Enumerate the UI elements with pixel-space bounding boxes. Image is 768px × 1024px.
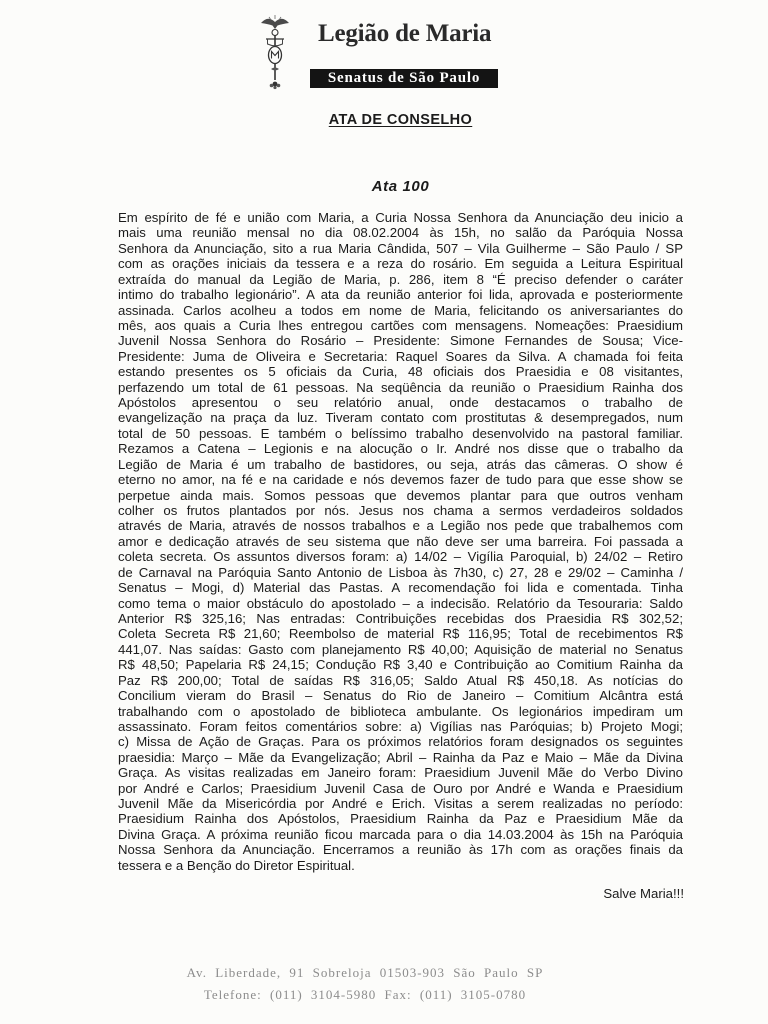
minutes-body: [118, 210, 683, 873]
body-line: Coleta Secreta R$ 21,60; Reembolso de material R$ 116,95; Total de recebimentos R$: [118, 626, 683, 642]
body-line: R$ 48,50; Papelaria R$ 24,15; Condução R$ 3,40 e Contribuição ao Comitium Rainha da: [118, 657, 683, 673]
senatus-banner: Senatus de São Paulo: [310, 69, 498, 88]
body-line: mais uma reunião mensal no dia 08.02.2004 às 15h, no salão da Paróquia Nossa: [118, 225, 683, 241]
body-line: Praesidium Rainha dos Apóstolos, Praesidium Rainha da Paz e Praesidium Mãe da: [118, 811, 683, 827]
body-line: Paz R$ 200,00; Total de saídas R$ 316,05; Saldo Atual R$ 450,18. As notícias do: [118, 672, 683, 688]
body-line: Juvenil Mãe da Misericórdia por André e Erich. Visitas a serem realizadas no período:: [118, 796, 683, 812]
document-title: ATA DE CONSELHO: [328, 112, 473, 128]
body-line: Juvenil Nossa Senhora do Rosário – Presidente: Simone Fernandes de Sousa; Vice-: [118, 333, 683, 349]
footer-address: Av. Liberdade, 91 Sobreloja 01503-903 São Paulo SP: [186, 965, 544, 980]
body-line: Divina Graça. A próxima reunião ficou marcada para o dia 14.03.2004 às 15h na Paróquia: [118, 826, 683, 842]
body-line: coleta secreta. Os assuntos diversos foram: a) 14/02 – Vigília Paroquial, b) 24/02 – Retiro: [118, 549, 683, 565]
body-line: Apóstolos apresentou o seu relatório anual, onde destacamos o trabalho de: [118, 395, 683, 411]
body-line: assassinato. Foram feitos comentários sobre: a) Vigílias nas Paróquias; b) Projeto Mogi;: [118, 718, 683, 734]
body-line: através de Maria, através de nossos trabalhos e a Legião nos pede que trabalhemos com: [118, 518, 683, 534]
body-line: Concilium vieram do Brasil – Senatus do Rio de Janeiro – Comitium Alcântra está: [118, 688, 683, 704]
body-line: colher os frutos plantados por nós. Jesus nos chama a sermos verdadeiros soldados: [118, 503, 683, 519]
body-line: Senhora da Anunciação, sito a rua Maria Cândida, 507 – Vila Guilherme – São Paulo / SP: [118, 240, 683, 256]
body-line: tessera e a Benção do Diretor Espiritual.: [118, 857, 355, 873]
body-line: por André e Carlos; Praesidium Juvenil Casa de Ouro por André e Wanda e Praesidium: [118, 780, 683, 796]
body-line: assinada. Carlos acolheu a todos em nome de Maria, felicitando os aniversariantes do: [118, 302, 683, 318]
body-line: trabalhando com o apostolado de biblioteca ambulante. Os legionários impediram um: [118, 703, 683, 719]
body-line: evangelização na praça da luz. Tiveram contato com prostitutas & desempregados, num: [118, 410, 683, 426]
footer-phone: Telefone: (011) 3104-5980 Fax: (011) 3105-0780: [203, 987, 527, 1002]
body-line: Rezamos a Catena – Legionis e na alocução o Ir. André nos disse que o trabalho da: [118, 441, 683, 457]
body-line: extraída do manual da Legião de Maria, p. 286, item 8 “É preciso defender o caráter: [118, 271, 683, 287]
body-line: mês, aos quais a Curia lhes entregou cartões com mensagens. Nomeações: Praesidium: [118, 317, 683, 333]
body-line: perfazendo um total de 61 pessoas. Na seqüência da reunião o Praesidium Rainha dos: [118, 379, 683, 395]
minutes-number: Ata 100: [371, 178, 430, 195]
body-line: amor e dedicação através de seu sistema que não deve ser uma barreira. Foi passada a: [118, 533, 683, 549]
organization-logo-title: Legião de Maria: [318, 20, 492, 47]
vexillum-emblem-icon: [255, 14, 295, 90]
body-line: Senatus – Mogi, d) Material das Pastas. A recomendação foi lida e comentada. Tinha: [118, 580, 683, 596]
body-line: total de 50 pessoas. E também o belíssimo trabalho desenvolvido na pastoral familiar.: [118, 425, 683, 441]
body-line: estando presentes os 5 oficiais da Curia, 48 oficiais dos Praesidia e 08 visitantes,: [118, 364, 683, 380]
body-line: praesidia: Março – Mãe da Evangelização; Abril – Rainha da Paz e Maio – Mãe da Divina: [118, 749, 683, 765]
body-line: Em espírito de fé e união com Maria, a Curia Nossa Senhora da Anunciação deu inicio a: [118, 210, 683, 225]
body-line: com as orações iniciais da tessera e a reza do rosário. Em seguida a Leitura Espiritual: [118, 256, 683, 272]
body-line: de Carnaval na Paróquia Santo Antonio de Lisboa às 7h30, c) 27, 28 e 29/02 – Caminha /: [118, 564, 683, 580]
closing-salutation: Salve Maria!!!: [603, 886, 684, 901]
body-line: intimo do trabalho legionário”. A ata da reunião anterior foi lida, aprovada e posteriormente: [118, 287, 683, 303]
body-line: Nossa Senhora da Anunciação. Encerramos a reunião às 17h com as orações finais da: [118, 842, 683, 858]
body-line: Graça. As visitas realizadas em Janeiro foram: Praesidium Juvenil Mãe do Verbo Divino: [118, 765, 683, 781]
body-line: Legião de Maria é um trabalho de bastidores, ou seja, atrás das câmeras. O show é: [118, 456, 683, 472]
body-line: 441,07. Nas saídas: Gasto com planejamento R$ 40,00; Aquisição de material no Senatus: [118, 641, 683, 657]
body-line: Anterior R$ 325,16; Nas entradas: Contribuições recebidas dos Praesidia R$ 302,52;: [118, 610, 683, 626]
body-line: como tema o maior obstáculo do apostolado – a indecisão. Relatório da Tesouraria: Saldo: [118, 595, 683, 611]
body-line: Presidente: Juma de Oliveira e Secretaria: Raquel Soares da Silva. A chamada foi feita: [118, 348, 683, 364]
body-line: perpetue ainda mais. Somos pessoas que devemos plantar para que outros venham: [118, 487, 683, 503]
body-line: eterno no amor, na fé e na caridade e nós devemos fazer de tudo para que esse show se: [118, 472, 683, 488]
body-line: c) Missa de Ação de Graças. Para os próximos relatórios foram designados os seguintes: [118, 734, 683, 750]
